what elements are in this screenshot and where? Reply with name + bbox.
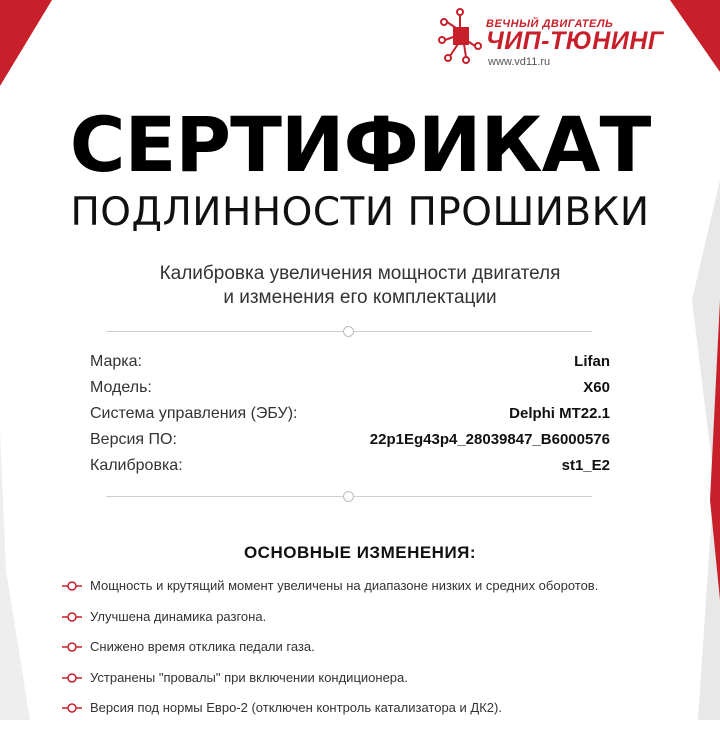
detail-label: Модель:	[90, 379, 152, 396]
brand-logo	[436, 6, 686, 68]
divider-dot-icon	[343, 491, 354, 502]
description-line-1: Калибровка увеличения мощности двигателя	[159, 263, 561, 284]
certificate-title: СЕРТИФИКАТ	[69, 100, 651, 189]
description-line-2: и изменения его комплектации	[223, 287, 497, 308]
detail-row-calibration	[90, 457, 610, 483]
logo-top-text: ВЕЧНЫЙ ДВИГАТЕЛЬ	[486, 18, 614, 30]
circle-bullet-icon	[62, 580, 82, 592]
circle-bullet-icon	[62, 611, 82, 623]
changes-list	[62, 578, 702, 731]
detail-value: 22p1Eg43p4_28039847_B6000576	[369, 431, 610, 448]
detail-value: X60	[583, 379, 610, 396]
list-item-text: Улучшена динамика разгона.	[90, 608, 267, 624]
detail-row-ecu	[90, 405, 610, 431]
list-item	[62, 700, 702, 731]
detail-row-model	[90, 379, 610, 405]
list-item	[62, 639, 702, 670]
corner-decoration-top-left	[0, 0, 60, 90]
logo-main-text: ЧИП-ТЮНИНГ	[486, 27, 664, 55]
circle-bullet-icon	[62, 702, 82, 714]
logo-url: www.vd11.ru	[488, 56, 551, 68]
divider-top	[106, 325, 592, 339]
divider-dot-icon	[343, 326, 354, 337]
detail-label: Система управления (ЭБУ):	[90, 405, 298, 422]
details-list	[90, 353, 610, 483]
detail-value: st1_E2	[561, 457, 610, 474]
list-item-text: Версия под нормы Евро-2 (отключен контроль катализатора и ДК2).	[90, 700, 502, 715]
certificate-description	[0, 262, 720, 310]
list-item-text: Устранены "провалы" при включении кондиционера.	[90, 669, 408, 685]
circle-bullet-icon	[62, 672, 82, 684]
detail-value: Delphi MT22.1	[509, 405, 610, 422]
list-item	[62, 609, 702, 640]
circle-bullet-icon	[62, 641, 82, 653]
detail-label: Калибровка:	[90, 457, 183, 474]
list-item-text: Снижено время отклика педали газа.	[90, 639, 315, 654]
detail-row-software-version	[90, 431, 610, 457]
list-item	[62, 670, 702, 701]
detail-value: Lifan	[574, 353, 610, 370]
detail-row-brand	[90, 353, 610, 379]
changes-heading: ОСНОВНЫЕ ИЗМЕНЕНИЯ:	[243, 543, 477, 562]
circuit-chip-icon	[436, 6, 484, 66]
divider-bottom	[106, 490, 592, 504]
list-item	[62, 578, 702, 609]
detail-label: Версия ПО:	[90, 431, 177, 448]
certificate-subtitle: ПОДЛИННОСТИ ПРОШИВКИ	[70, 190, 650, 235]
list-item-text: Мощность и крутящий момент увеличены на диапазоне низких и средних оборотов.	[90, 578, 599, 593]
detail-label: Марка:	[90, 353, 142, 370]
side-decoration-left	[0, 430, 40, 720]
